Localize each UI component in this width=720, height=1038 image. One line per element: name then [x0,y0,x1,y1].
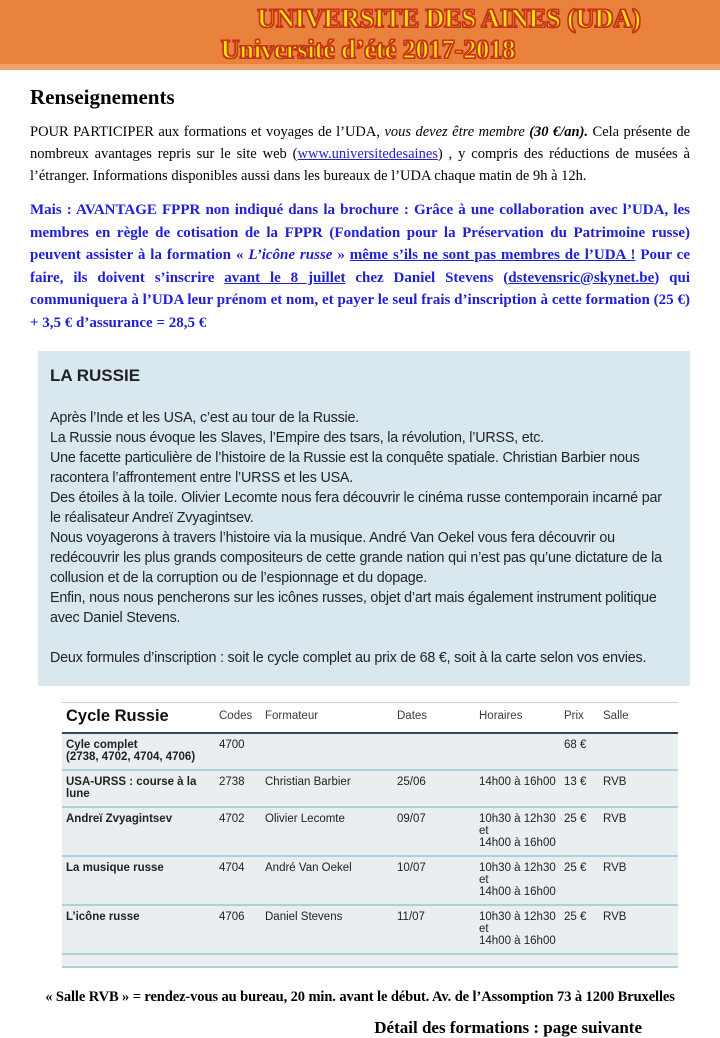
column-header-horaires: Horaires [479,710,523,722]
cell-code: 2738 [219,776,245,788]
cell-horaires: 10h30 à 12h30 et 14h00 à 16h00 [479,911,556,947]
russia-box-title: LA RUSSIE [50,366,141,385]
table-row [62,807,678,856]
advantage-course-name: L’icône russe [248,247,333,263]
table-row [62,856,678,905]
table-row [62,905,678,954]
cell-date: 11/07 [397,911,425,923]
column-header-formateur: Formateur [265,710,319,722]
cell-horaires: 10h30 à 12h30 et 14h00 à 16h00 [479,862,556,898]
column-header-dates: Dates [397,710,428,722]
cell-prix: 25 € [564,813,587,825]
banner-title-line2: Université d’été 2017-2018 [220,35,516,64]
cell-salle: RVB [603,911,627,923]
intro-text-1: POUR PARTICIPER aux formations et voyages de l’UDA, [30,124,385,140]
column-header-codes: Codes [219,710,253,722]
cell-horaires: 10h30 à 12h30 et 14h00 à 16h00 [479,813,556,849]
intro-text-bold-italic: (30 €/an). [529,124,589,140]
advantage-text-1: Mais : AVANTAGE FPPR non indiqué dans la brochure : Grâce à une collaboration avec l’UDA, les membres en règle de cotisation de la FPPR (Fondation pour la Préservation du Patrimoine russe) peuvent assister à la formation « [30,202,690,263]
section-title: Renseignements [30,85,175,109]
cell-prix: 25 € [564,862,587,874]
table-spacer-row [62,954,678,967]
cell-salle: RVB [603,776,627,788]
russia-paragraph: Des étoiles à la toile. Olivier Lecomte nous fera découvrir le cinéma russe contemporain incarné par le réalisateur Andreï Zvyagintsev. [50,490,662,526]
cell-code: 4702 [219,813,245,825]
advantage-underline-1: même s’ils ne sont pas membres de l’UDA ! [349,247,636,263]
intro-text-2: Cela présente de nombreux avantages repris sur le site web ( [30,124,690,162]
banner-title-line1: UNIVERSITE DES AINES (UDA) [257,4,641,33]
cell-formateur: André Van Oekel [265,862,352,874]
cycle-russie-table [62,702,678,968]
cell-course: La musique russe [66,862,164,874]
page-content [0,85,720,1038]
russia-paragraph: Après l’Inde et les USA, c’est au tour de la Russie. [50,410,360,426]
cell-salle [599,733,678,770]
cell-salle: RVB [603,813,627,825]
intro-text-3: ) , y compris des réductions de musées à l’étranger. Informations disponibles aussi dans les bureaux de l’UDA chaque matin de 9h à 12h. [30,146,690,184]
cell-date: 10/07 [397,862,426,874]
table-row [62,733,678,770]
advantage-text-2: » [332,247,350,263]
cell-course: Cyle complet (2738, 4702, 4704, 4706) [66,739,196,763]
advantage-text-5: ) qui communiquera à l’UDA leur prénom et nom, et payer le seul frais d’inscription à cette formation (25 €) + 3,5 € d’assurance = 28,5 € [30,269,691,331]
advantage-text-3: Pour ce faire, ils doivent s’inscrire [30,247,690,286]
email-link[interactable]: dstevensric@skynet.be [508,269,655,286]
advantage-text-4: chez Daniel Stevens ( [345,269,509,286]
intro-paragraph [30,121,690,187]
russia-paragraph: Nous voyagerons à travers l’histoire via la musique. André Van Oekel vous fera découvrir ou redécouvrir les plus grands compositeurs de cette grande nation qui n’est pas qu’une dictature de la collusion et de la corruption ou de l’espionnage et du dopage. [50,530,662,586]
cell-horaires: 14h00 à 16h00 [479,776,556,788]
cell-course: USA-URSS : course à la lune [66,776,197,800]
cell-prix: 68 € [564,739,587,751]
intro-text-italic: vous devez être membre [384,124,530,140]
column-header-salle: Salle [603,710,629,722]
cell-formateur: Christian Barbier [265,776,351,788]
website-link[interactable]: www.universitedesaines [297,146,438,162]
table-header-row [62,703,678,734]
russia-paragraph: Une facette particulière de l’histoire de la Russie est la conquête spatiale. Christian Barbier nous racontera l’affrontement entre l’URSS et les USA. [50,450,640,486]
cell-date [393,733,475,770]
cell-horaires [475,733,560,770]
russia-paragraph: La Russie nous évoque les Slaves, l’Empire des tsars, la révolution, l’URSS, etc. [50,430,544,446]
advantage-paragraph [30,199,690,334]
cell-formateur [261,733,393,770]
cell-code: 4700 [219,739,245,751]
cell-formateur: Olivier Lecomte [265,813,345,825]
cell-code: 4706 [219,911,245,923]
table-title: Cycle Russie [66,707,169,725]
cell-salle: RVB [603,862,627,874]
salle-rvb-note: « Salle RVB » = rendez-vous au bureau, 20 min. avant le début. Av. de l’Assomption 73 à 1200 Bruxelles [45,989,675,1005]
cell-formateur: Daniel Stevens [265,911,343,923]
russia-paragraph: Enfin, nous nous pencherons sur les icônes russes, objet d’art mais également instrument politique avec Daniel Stevens. [50,590,657,626]
cell-date: 25/06 [397,776,426,788]
russia-info-box [38,351,690,686]
header-banner [0,0,720,70]
next-page-note: Détail des formations : page suivante [374,1018,642,1037]
column-header-prix: Prix [564,710,584,722]
cell-course: L’icône russe [66,911,140,923]
table-row [62,770,678,807]
cell-course: Andreï Zvyagintsev [66,813,173,825]
cell-prix: 25 € [564,911,587,923]
russia-paragraph: Deux formules d’inscription : soit le cycle complet au prix de 68 €, soit à la carte selon vos envies. [50,650,647,666]
advantage-deadline: avant le 8 juillet [224,269,346,286]
russia-paragraph-blank [50,628,674,648]
cell-date: 09/07 [397,813,426,825]
cell-code: 4704 [219,862,245,874]
cell-prix: 13 € [564,776,587,788]
